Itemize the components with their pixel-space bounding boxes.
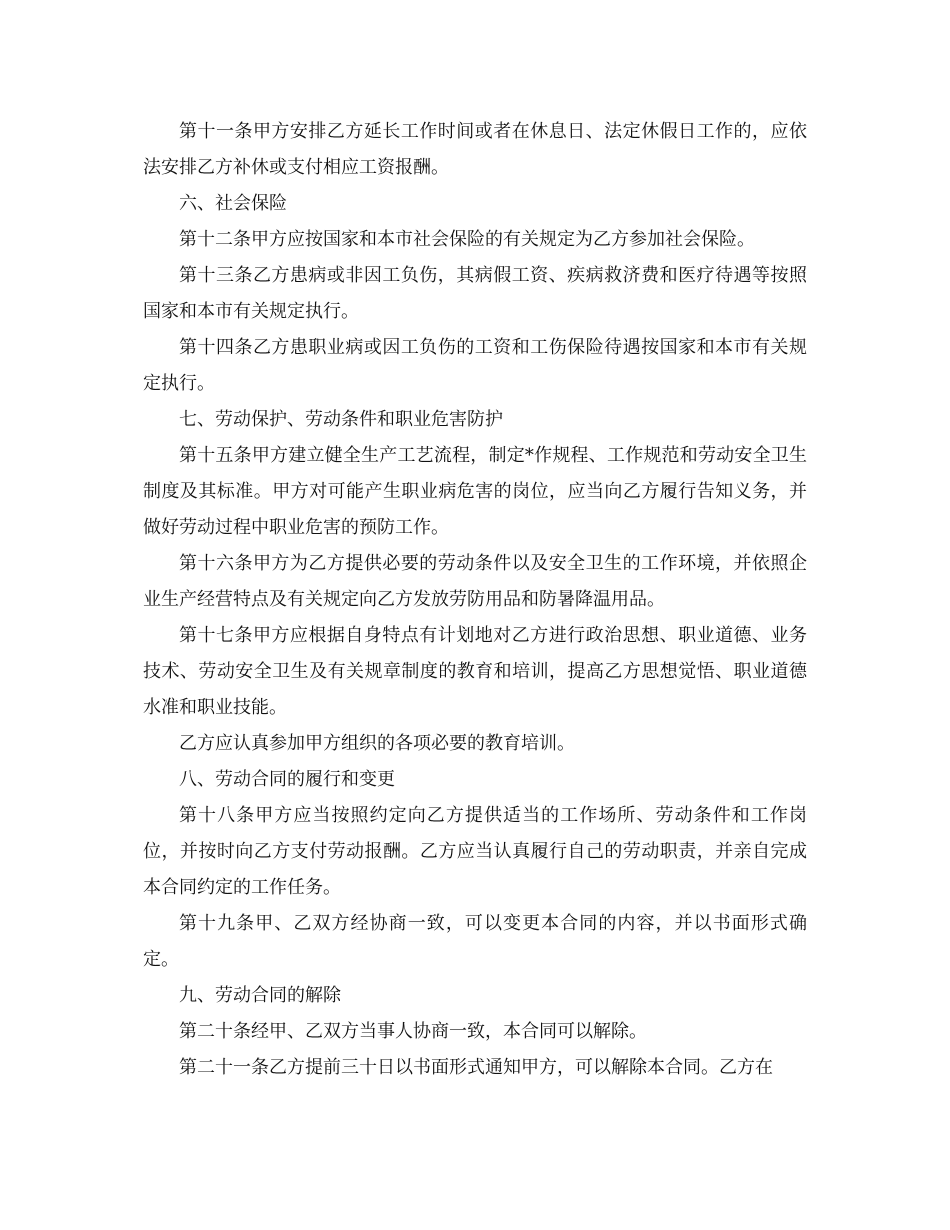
- paragraph-article-20: 第二十条经甲、乙双方当事人协商一致，本合同可以解除。: [179, 1021, 647, 1042]
- paragraph-article-18: 第十八条甲方应当按照约定向乙方提供适当的工作场所、劳动条件和工作岗位，并按时向乙方支付劳动报酬。乙方应当认真履行自己的劳动职责，并亲自完成本合同约定的工作任务。: [143, 805, 807, 898]
- section-heading-contract-termination: 九、劳动合同的解除: [179, 985, 341, 1006]
- paragraph-article-17: 第十七条甲方应根据自身特点有计划地对乙方进行政治思想、职业道德、业务技术、劳动安全卫生及有关规章制度的教育和培训，提高乙方思想觉悟、职业道德水准和职业技能。: [143, 625, 807, 718]
- paragraph-article-12: 第十二条甲方应按国家和本市社会保险的有关规定为乙方参加社会保险。: [179, 229, 755, 250]
- paragraph-article-19: 第十九条甲、乙双方经协商一致，可以变更本合同的内容，并以书面形式确定。: [143, 913, 807, 970]
- paragraph-training-note: 乙方应认真参加甲方组织的各项必要的教育培训。: [179, 733, 575, 754]
- paragraph-article-13: 第十三条乙方患病或非因工负伤，其病假工资、疾病救济费和医疗待遇等按照国家和本市有关规定执行。: [143, 265, 807, 322]
- section-heading-contract-performance: 八、劳动合同的履行和变更: [179, 769, 395, 790]
- section-heading-labor-protection: 七、劳动保护、劳动条件和职业危害防护: [179, 409, 503, 430]
- paragraph-article-21: 第二十一条乙方提前三十日以书面形式通知甲方，可以解除本合同。乙方在: [179, 1057, 773, 1078]
- paragraph-article-14: 第十四条乙方患职业病或因工负伤的工资和工伤保险待遇按国家和本市有关规定执行。: [143, 337, 807, 394]
- paragraph-article-16: 第十六条甲方为乙方提供必要的劳动条件以及安全卫生的工作环境，并依照企业生产经营特点及有关规定向乙方发放劳防用品和防暑降温用品。: [143, 553, 807, 610]
- paragraph-article-11: 第十一条甲方安排乙方延长工作时间或者在休息日、法定休假日工作的，应依法安排乙方补休或支付相应工资报酬。: [143, 121, 807, 178]
- document-body: [143, 114, 807, 1086]
- paragraph-article-15: 第十五条甲方建立健全生产工艺流程，制定*作规程、工作规范和劳动安全卫生制度及其标准。甲方对可能产生职业病危害的岗位，应当向乙方履行告知义务，并做好劳动过程中职业危害的预防工作。: [143, 445, 807, 538]
- section-heading-social-insurance: 六、社会保险: [179, 193, 287, 214]
